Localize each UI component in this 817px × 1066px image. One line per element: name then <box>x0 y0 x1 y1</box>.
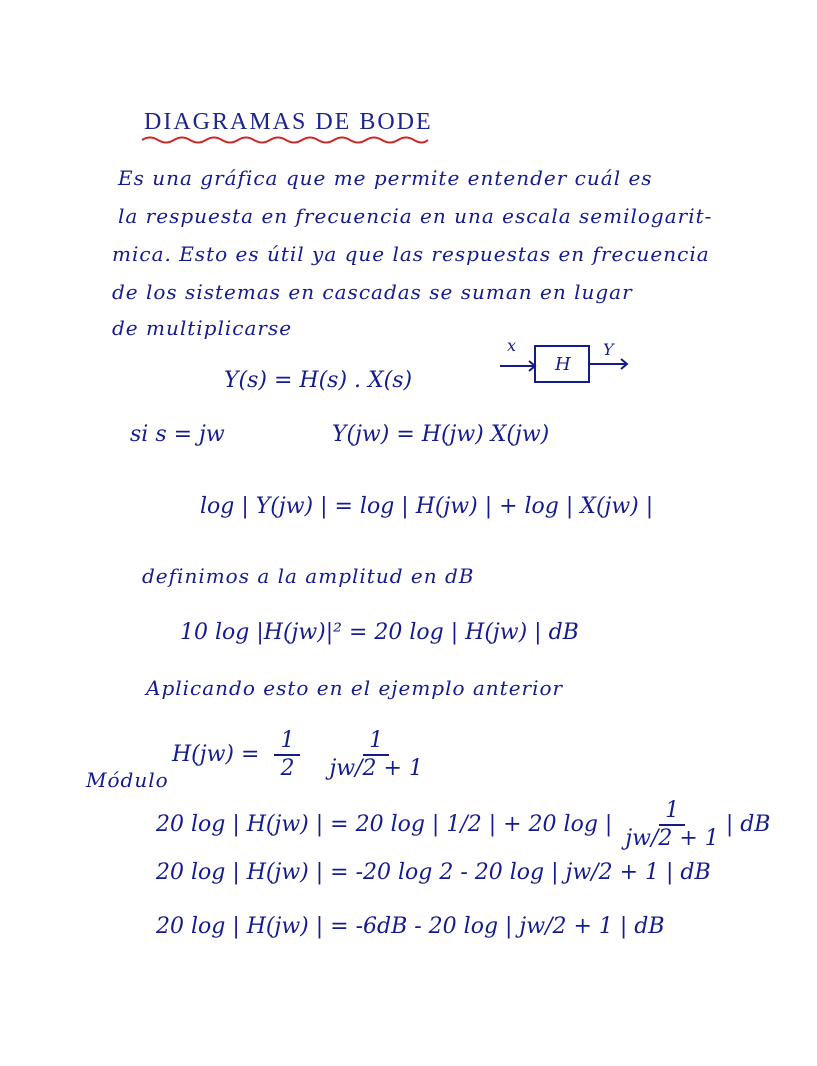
block-diagram <box>495 330 635 390</box>
apply-text: Aplicando esto en el ejemplo anterior <box>146 676 564 700</box>
definition-text: definimos a la amplitud en dB <box>142 564 475 588</box>
modulo-1-numerator: 1 <box>659 800 685 826</box>
equation-frequency: Y(jw) = H(jw) X(jw) <box>332 422 550 447</box>
modulo-1-fraction <box>625 800 718 850</box>
paragraph-line-4: de los sistemas en cascadas se suman en lugar <box>112 280 633 304</box>
equation-laplace: Y(s) = H(s) . X(s) <box>224 368 413 393</box>
modulo-1-denominator: jw/2 + 1 <box>625 826 719 851</box>
equation-log: log | Y(jw) | = log | H(jw) | + log | X(jw) | <box>200 494 654 519</box>
title-underline <box>140 132 430 146</box>
transfer-numerator: 1 <box>363 730 389 756</box>
transfer-left: H(jw) = <box>172 742 260 767</box>
transfer-fraction <box>329 730 422 780</box>
equation-db: 10 log |H(jw)|² = 20 log | H(jw) | dB <box>180 620 579 645</box>
paragraph-line-2: la respuesta en frecuencia en una escala semilogarit- <box>118 204 713 228</box>
equation-modulo-1 <box>156 800 770 850</box>
block-input-label: x <box>507 336 517 355</box>
modulo-1-right: | dB <box>725 812 771 837</box>
paragraph-line-5: de multiplicarse <box>112 316 293 340</box>
equation-transfer <box>172 730 423 780</box>
block-output-label: Y <box>603 340 614 359</box>
substitution-label: si s = jw <box>130 422 225 447</box>
equation-modulo-2: 20 log | H(jw) | = -20 log 2 - 20 log | jw/2 + 1 | dB <box>156 860 711 885</box>
page-title: DIAGRAMAS DE BODE <box>144 109 433 135</box>
half-fraction <box>274 730 300 780</box>
half-denominator: 2 <box>280 756 295 781</box>
paragraph-line-3: mica. Esto es útil ya que las respuestas en frecuencia <box>112 242 710 266</box>
block-h-label: H <box>555 354 571 375</box>
modulo-label: Módulo <box>86 768 169 792</box>
modulo-1-left: 20 log | H(jw) | = 20 log | 1/2 | + 20 log | <box>156 812 613 837</box>
transfer-denominator: jw/2 + 1 <box>329 756 423 781</box>
paragraph-line-1: Es una gráfica que me permite entender cuál es <box>118 166 653 190</box>
half-numerator: 1 <box>274 730 300 756</box>
equation-modulo-3: 20 log | H(jw) | = -6dB - 20 log | jw/2 + 1 | dB <box>156 914 665 939</box>
